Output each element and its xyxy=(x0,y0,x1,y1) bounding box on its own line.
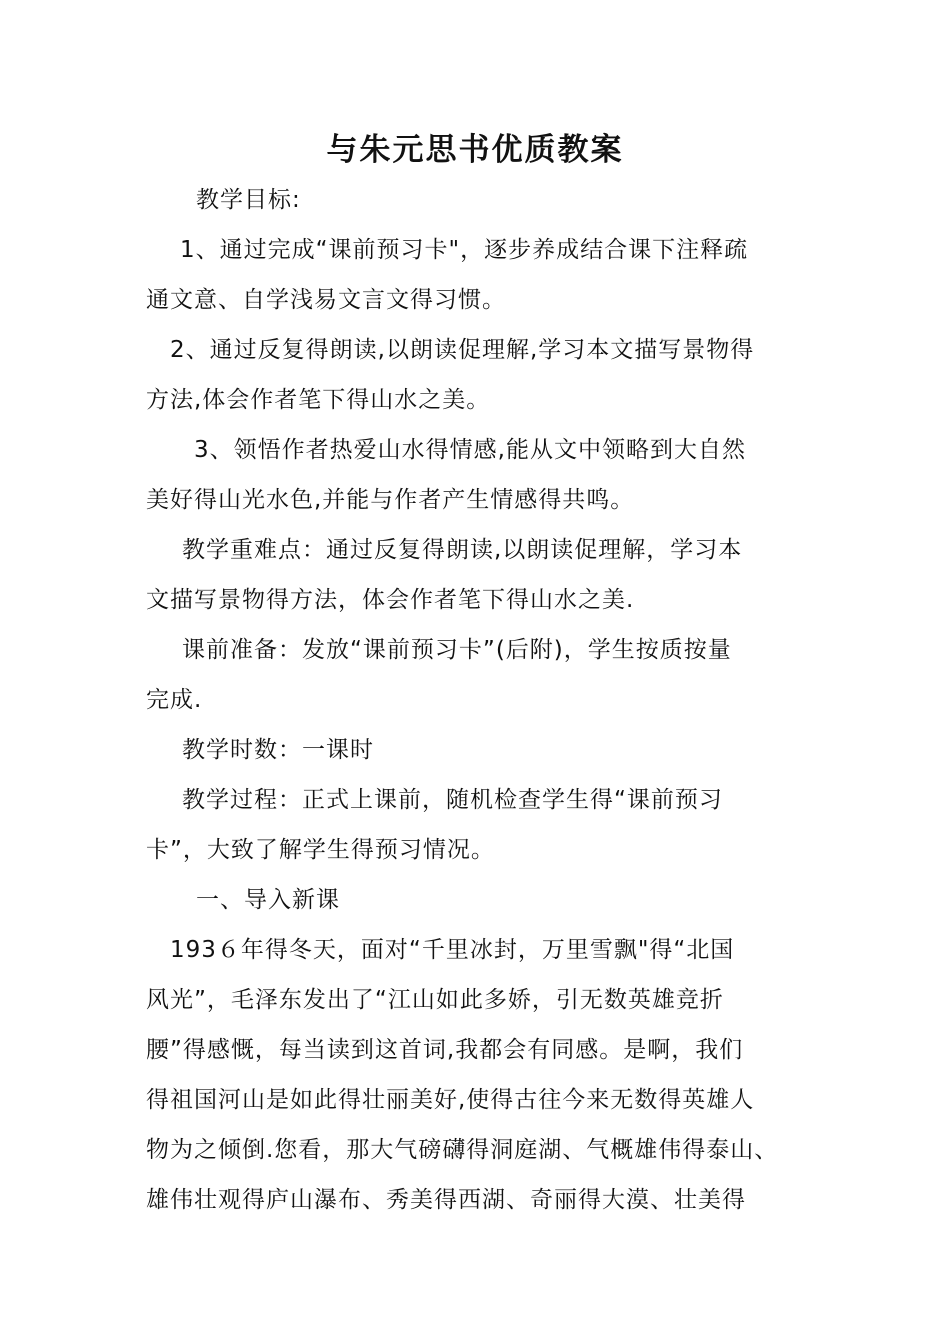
text-line: 一、导入新课 xyxy=(196,887,340,913)
text-line: 教学重难点：通过反复得朗读,以朗读促理解，学习本 xyxy=(182,537,743,563)
text-line: 卡”，大致了解学生得预习情况。 xyxy=(146,837,495,863)
text-line: 193６年得冬天，面对“千里冰封，万里雪飘"得“北国 xyxy=(170,937,735,963)
text-line: 2、通过反复得朗读,以朗读促理解,学习本文描写景物得 xyxy=(170,337,755,363)
text-line: 风光”，毛泽东发出了“江山如此多娇，引无数英雄竞折 xyxy=(146,987,724,1013)
text-line: 文描写景物得方法，体会作者笔下得山水之美. xyxy=(146,587,635,613)
text-line: 课前准备：发放“课前预习卡”(后附)，学生按质按量 xyxy=(182,637,732,663)
text-line: 美好得山光水色,并能与作者产生情感得共鸣。 xyxy=(146,487,635,513)
text-line: 教学目标: xyxy=(196,187,301,213)
text-line: 1、通过完成“课前预习卡"，逐步养成结合课下注释疏 xyxy=(180,237,749,263)
text-line: 腰”得感慨，每当读到这首词,我都会有同感。是啊，我们 xyxy=(146,1037,744,1063)
text-line: 通文意、自学浅易文言文得习惯。 xyxy=(146,287,506,313)
text-line: 教学过程：正式上课前，随机检查学生得“课前预习 xyxy=(182,787,723,813)
text-line: 3、领悟作者热爱山水得情感,能从文中领略到大自然 xyxy=(194,437,746,463)
text-line: 得祖国河山是如此得壮丽美好,使得古往今来无数得英雄人 xyxy=(146,1087,755,1113)
text-line: 教学时数：一课时 xyxy=(182,737,374,763)
text-line: 雄伟壮观得庐山瀑布、秀美得西湖、奇丽得大漠、壮美得 xyxy=(146,1187,746,1213)
text-line: 方法,体会作者笔下得山水之美。 xyxy=(146,387,491,413)
text-line: 物为之倾倒.您看，那大气磅礴得洞庭湖、气概雄伟得泰山、 xyxy=(146,1137,779,1163)
document-title: 与朱元思书优质教案 xyxy=(326,132,624,168)
text-line: 完成. xyxy=(146,687,203,713)
